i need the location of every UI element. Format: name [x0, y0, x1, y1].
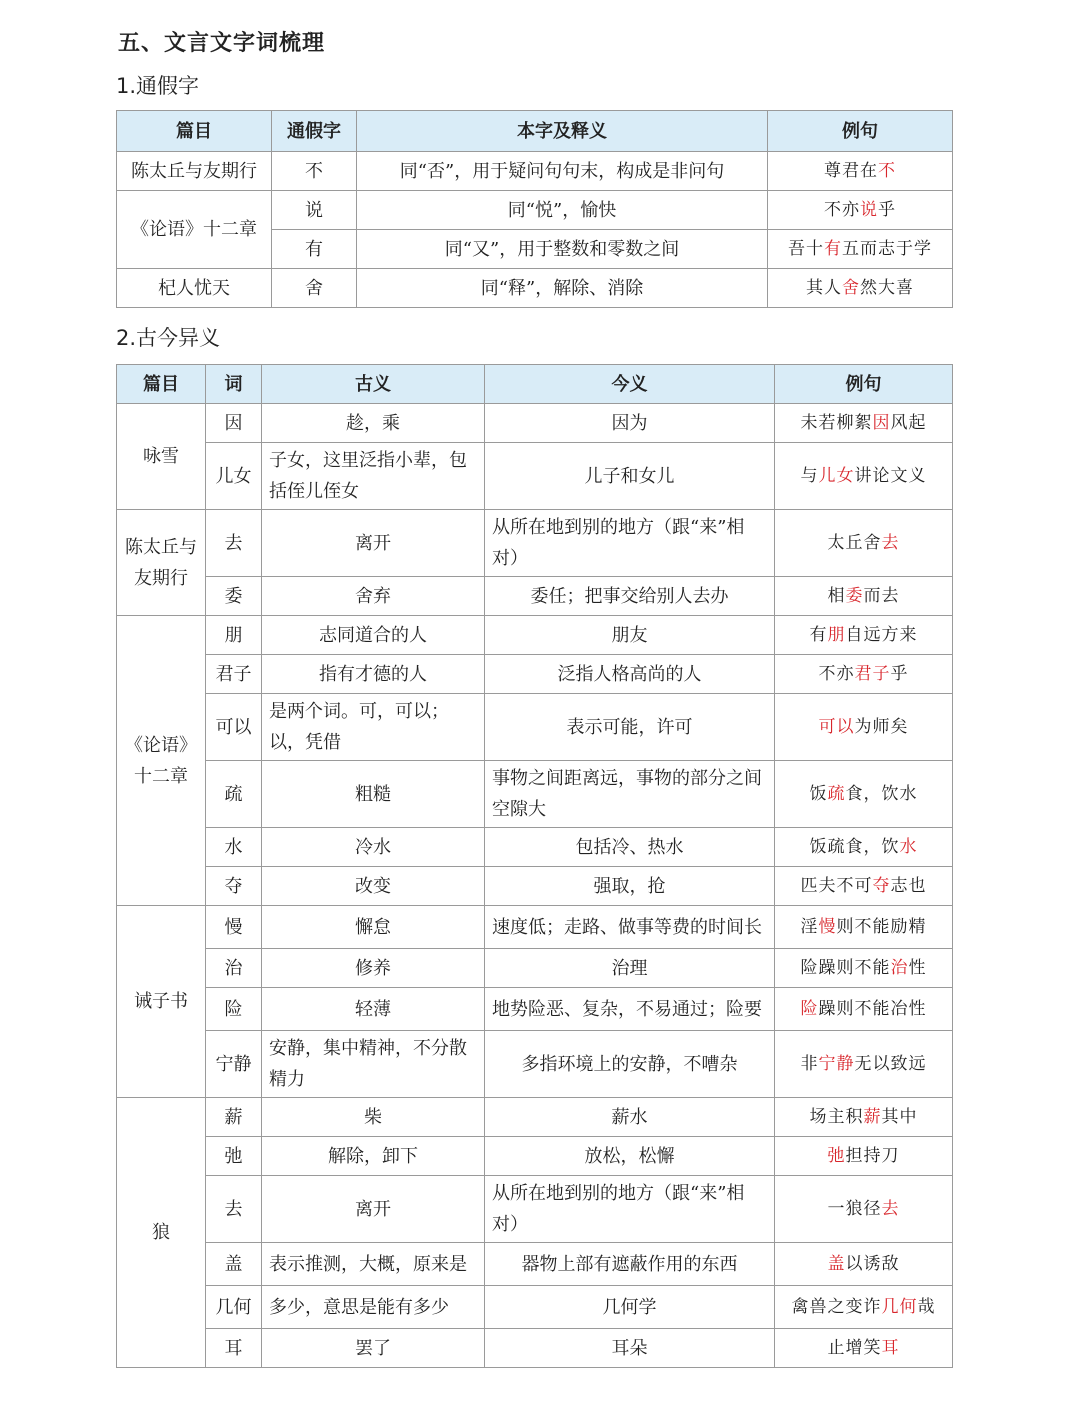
ancient-cell: 离开 [262, 510, 485, 577]
example-cell: 场主积薪其中 [775, 1098, 953, 1137]
example-cell: 饭疏食，饮水 [775, 828, 953, 867]
ancient-cell: 离开 [262, 1176, 485, 1243]
word-cell: 治 [206, 949, 262, 988]
modern-cell: 表示可能，许可 [485, 694, 775, 761]
example-cell: 饭疏食，饮水 [775, 761, 953, 828]
ancient-cell: 轻薄 [262, 988, 485, 1031]
example-cell: 与儿女讲论文义 [775, 443, 953, 510]
modern-cell: 包括冷、热水 [485, 828, 775, 867]
char-cell: 不 [272, 152, 357, 191]
page-heading: 五、文言文字词梳理 [118, 31, 326, 56]
example-cell: 尊君在不 [768, 152, 953, 191]
article-cell: 杞人忧天 [117, 269, 272, 308]
word-cell: 弛 [206, 1137, 262, 1176]
ancient-cell: 冷水 [262, 828, 485, 867]
modern-cell: 治理 [485, 949, 775, 988]
word-cell: 因 [206, 404, 262, 443]
article-cell: 《论语》十二章 [117, 616, 206, 906]
table-row [117, 655, 953, 694]
table-header-row [117, 365, 953, 404]
example-cell: 淫慢则不能励精 [775, 906, 953, 949]
ancient-cell: 安静，集中精神，不分散精力 [262, 1031, 485, 1098]
header-meaning: 本字及释义 [357, 111, 768, 152]
meaning-cell: 同“悦”，愉快 [357, 191, 768, 230]
example-cell: 非宁静无以致远 [775, 1031, 953, 1098]
example-cell: 不亦说乎 [768, 191, 953, 230]
ancient-cell: 懈怠 [262, 906, 485, 949]
word-cell: 朋 [206, 616, 262, 655]
ancient-cell: 是两个词。可，可以；以，凭借 [262, 694, 485, 761]
ancient-cell: 改变 [262, 867, 485, 906]
example-cell: 有朋自远方来 [775, 616, 953, 655]
table-row [117, 867, 953, 906]
modern-cell: 强取，抢 [485, 867, 775, 906]
section-title-tongjiazi: 1.通假字 [116, 74, 200, 98]
header-char: 通假字 [272, 111, 357, 152]
ancient-cell: 解除，卸下 [262, 1137, 485, 1176]
header-example: 例句 [768, 111, 953, 152]
ancient-cell: 柴 [262, 1098, 485, 1137]
table-row [117, 1176, 953, 1243]
ancient-cell: 罢了 [262, 1329, 485, 1368]
article-cell: 陈太丘与友期行 [117, 510, 206, 616]
ancient-cell: 舍弃 [262, 577, 485, 616]
table-row [117, 616, 953, 655]
modern-cell: 从所在地到别的地方（跟“来”相对） [485, 510, 775, 577]
word-cell: 去 [206, 1176, 262, 1243]
example-cell: 一狼径去 [775, 1176, 953, 1243]
word-cell: 委 [206, 577, 262, 616]
meaning-cell: 同“否”，用于疑问句句末，构成是非问句 [357, 152, 768, 191]
word-cell: 耳 [206, 1329, 262, 1368]
table-header-row [117, 111, 953, 152]
meaning-cell: 同“又”，用于整数和零数之间 [357, 230, 768, 269]
table-row [117, 577, 953, 616]
word-cell: 水 [206, 828, 262, 867]
table-row [117, 1031, 953, 1098]
table-row [117, 269, 953, 308]
table-row [117, 443, 953, 510]
example-cell: 禽兽之变诈几何哉 [775, 1286, 953, 1329]
table-row [117, 906, 953, 949]
ancient-cell: 多少，意思是能有多少 [262, 1286, 485, 1329]
header-modern: 今义 [485, 365, 775, 404]
ancient-cell: 子女，这里泛指小辈，包括侄儿侄女 [262, 443, 485, 510]
article-cell: 诫子书 [117, 906, 206, 1098]
modern-cell: 泛指人格高尚的人 [485, 655, 775, 694]
example-cell: 险躁则不能冶性 [775, 988, 953, 1031]
ancient-cell: 指有才德的人 [262, 655, 485, 694]
word-cell: 盖 [206, 1243, 262, 1286]
meaning-cell: 同“释”，解除、消除 [357, 269, 768, 308]
modern-cell: 委任；把事交给别人去办 [485, 577, 775, 616]
word-cell: 去 [206, 510, 262, 577]
table-row [117, 152, 953, 191]
example-cell: 盖以诱敌 [775, 1243, 953, 1286]
modern-cell: 几何学 [485, 1286, 775, 1329]
example-cell: 险躁则不能治性 [775, 949, 953, 988]
example-cell: 止增笑耳 [775, 1329, 953, 1368]
word-cell: 疏 [206, 761, 262, 828]
char-cell: 舍 [272, 269, 357, 308]
header-word: 词 [206, 365, 262, 404]
modern-cell: 儿子和女儿 [485, 443, 775, 510]
example-cell: 相委而去 [775, 577, 953, 616]
modern-cell: 事物之间距离远，事物的部分之间空隙大 [485, 761, 775, 828]
header-example: 例句 [775, 365, 953, 404]
table-row [117, 828, 953, 867]
example-cell: 不亦君子乎 [775, 655, 953, 694]
char-cell: 说 [272, 191, 357, 230]
table-row [117, 510, 953, 577]
word-cell: 君子 [206, 655, 262, 694]
article-cell: 狼 [117, 1098, 206, 1368]
example-cell: 太丘舍去 [775, 510, 953, 577]
table-row [117, 404, 953, 443]
tongjiazi-table [116, 110, 953, 308]
header-article: 篇目 [117, 365, 206, 404]
example-cell: 吾十有五而志于学 [768, 230, 953, 269]
table-row [117, 761, 953, 828]
modern-cell: 速度低；走路、做事等费的时间长 [485, 906, 775, 949]
char-cell: 有 [272, 230, 357, 269]
gujinyiyi-table [116, 364, 953, 1368]
ancient-cell: 趁，乘 [262, 404, 485, 443]
header-ancient: 古义 [262, 365, 485, 404]
modern-cell: 朋友 [485, 616, 775, 655]
modern-cell: 器物上部有遮蔽作用的东西 [485, 1243, 775, 1286]
article-cell: 咏雪 [117, 404, 206, 510]
word-cell: 可以 [206, 694, 262, 761]
ancient-cell: 志同道合的人 [262, 616, 485, 655]
table-row [117, 1329, 953, 1368]
modern-cell: 放松，松懈 [485, 1137, 775, 1176]
table-row [117, 1286, 953, 1329]
modern-cell: 多指环境上的安静，不嘈杂 [485, 1031, 775, 1098]
example-cell: 匹夫不可夺志也 [775, 867, 953, 906]
table-row [117, 191, 953, 230]
word-cell: 险 [206, 988, 262, 1031]
header-article: 篇目 [117, 111, 272, 152]
ancient-cell: 修养 [262, 949, 485, 988]
word-cell: 薪 [206, 1098, 262, 1137]
word-cell: 几何 [206, 1286, 262, 1329]
table-row [117, 1243, 953, 1286]
example-cell: 未若柳絮因风起 [775, 404, 953, 443]
section-title-gujinyiyi: 2.古今异义 [116, 326, 221, 350]
modern-cell: 地势险恶、复杂，不易通过；险要 [485, 988, 775, 1031]
example-cell: 弛担持刀 [775, 1137, 953, 1176]
modern-cell: 因为 [485, 404, 775, 443]
modern-cell: 从所在地到别的地方（跟“来”相对） [485, 1176, 775, 1243]
table-row [117, 694, 953, 761]
word-cell: 慢 [206, 906, 262, 949]
word-cell: 儿女 [206, 443, 262, 510]
table-row [117, 1098, 953, 1137]
table-row [117, 988, 953, 1031]
ancient-cell: 表示推测，大概，原来是 [262, 1243, 485, 1286]
article-cell: 《论语》十二章 [117, 191, 272, 269]
ancient-cell: 粗糙 [262, 761, 485, 828]
table-row [117, 1137, 953, 1176]
table-row [117, 949, 953, 988]
word-cell: 夺 [206, 867, 262, 906]
modern-cell: 薪水 [485, 1098, 775, 1137]
article-cell: 陈太丘与友期行 [117, 152, 272, 191]
word-cell: 宁静 [206, 1031, 262, 1098]
example-cell: 其人舍然大喜 [768, 269, 953, 308]
modern-cell: 耳朵 [485, 1329, 775, 1368]
example-cell: 可以为师矣 [775, 694, 953, 761]
